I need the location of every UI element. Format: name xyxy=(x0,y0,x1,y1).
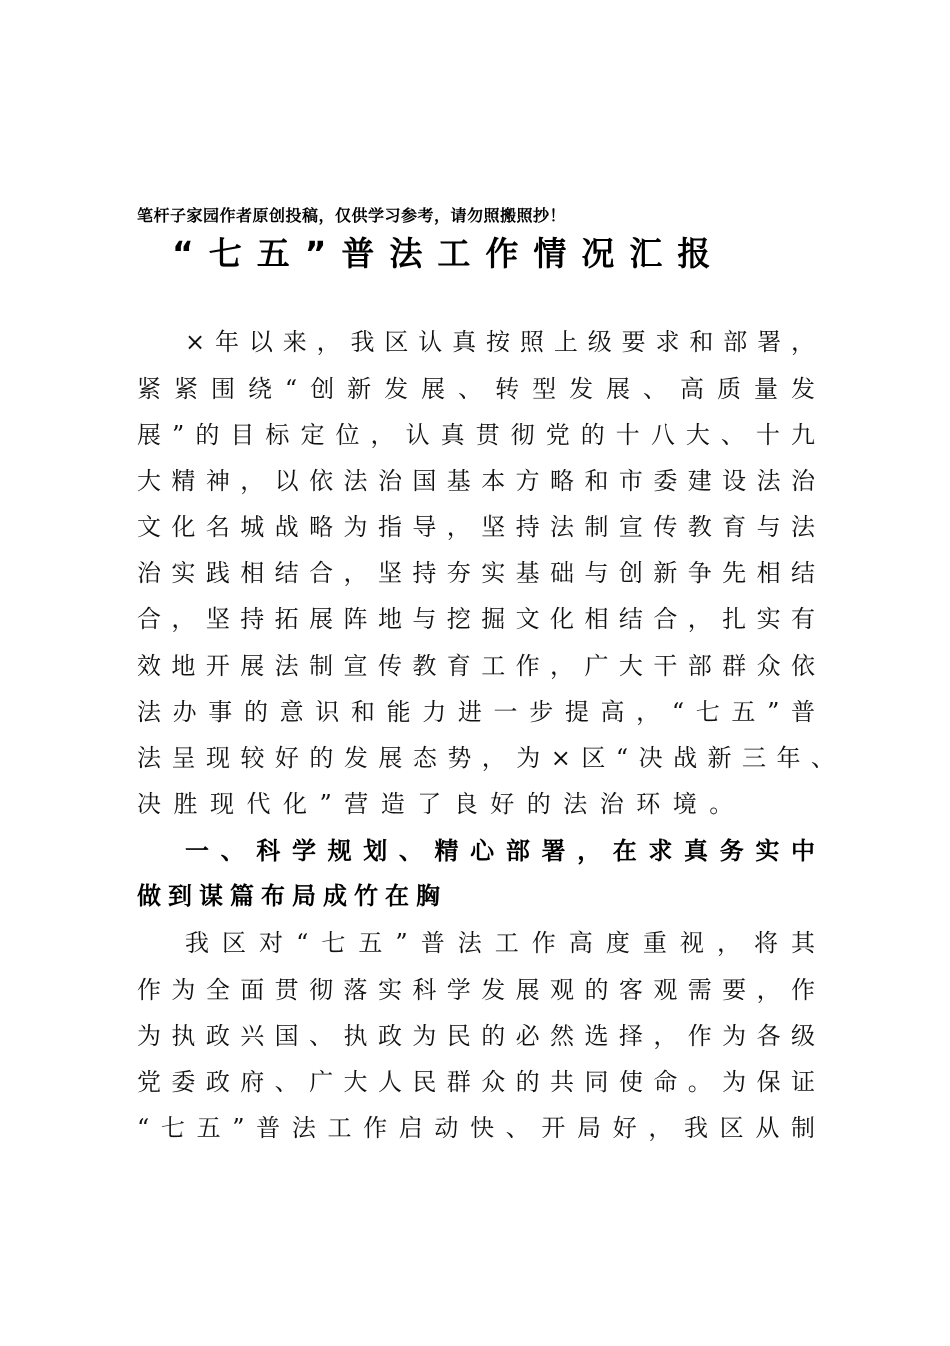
paragraph-line: 法办事的意识和能力进一步提高，“七五”普 xyxy=(137,698,817,726)
paragraph-line: 党委政府、广大人民群众的共同使命。为保证 xyxy=(137,1068,817,1096)
paragraph-line: ×年以来，我区认真按照上级要求和部署， xyxy=(185,328,817,356)
paragraph-line: 展”的目标定位，认真贯彻党的十八大、十九 xyxy=(137,421,817,449)
paragraph-line: 作为全面贯彻落实科学发展观的客观需要，作 xyxy=(137,976,817,1004)
paragraph-line: 合，坚持拓展阵地与挖掘文化相结合，扎实有 xyxy=(137,605,817,633)
paragraph-line: 紧紧围绕“创新发展、转型发展、高质量发 xyxy=(137,375,817,403)
document-title: “七五”普法工作情况汇报 xyxy=(172,234,726,273)
paragraph-line: 决胜现代化”营造了良好的法治环境。 xyxy=(137,790,746,818)
paragraph-line: 治实践相结合，坚持夯实基础与创新争先相结 xyxy=(137,559,817,587)
paragraph-line: 文化名城战略为指导，坚持法制宣传教育与法 xyxy=(137,513,817,541)
copyright-notice: 笔杆子家园作者原创投稿，仅供学习参考，请勿照搬照抄！ xyxy=(137,206,567,225)
paragraph-line: 我区对“七五”普法工作高度重视，将其 xyxy=(185,929,817,957)
paragraph-line: 法呈现较好的发展态势，为×区“决战新三年、 xyxy=(137,744,837,772)
paragraph-line: 大精神，以依法治国基本方略和市委建设法治 xyxy=(137,467,817,495)
paragraph-line: 为执政兴国、执政为民的必然选择，作为各级 xyxy=(137,1022,817,1050)
paragraph-line: “七五”普法工作启动快、开局好，我区从制 xyxy=(137,1114,817,1142)
paragraph-line: 效地开展法制宣传教育工作，广大干部群众依 xyxy=(137,652,817,680)
section-heading: 一、科学规划、精心部署，在求真务实中 xyxy=(185,837,817,865)
section-heading: 做到谋篇布局成竹在胸 xyxy=(137,882,447,910)
